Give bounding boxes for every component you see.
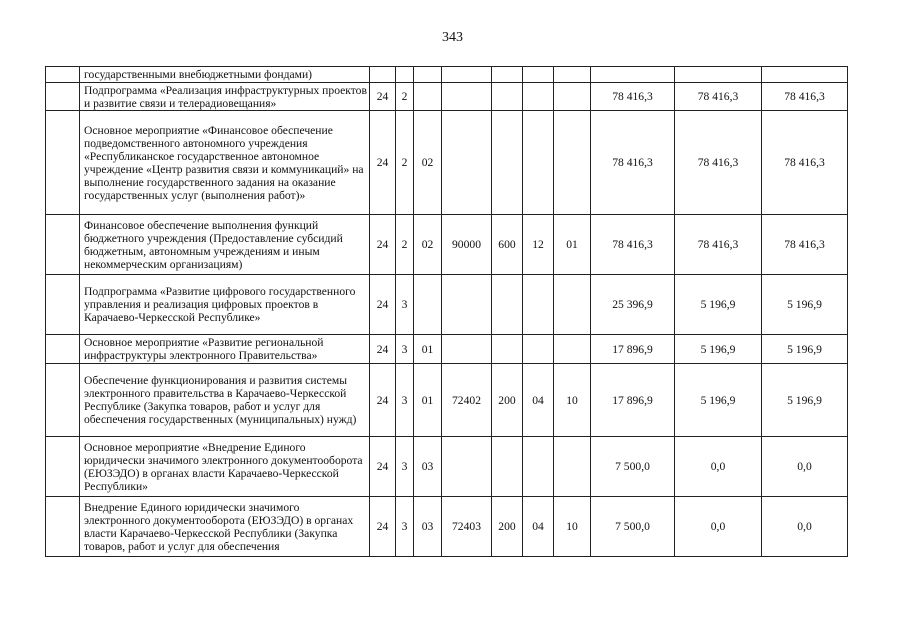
code-cell	[554, 67, 591, 83]
code-cell	[414, 67, 442, 83]
table-row	[46, 275, 848, 335]
code-cell: 3	[396, 497, 414, 557]
code-cell	[523, 67, 554, 83]
table-row	[46, 497, 848, 557]
code-cell: 24	[370, 335, 396, 364]
amount-cell: 17 896,9	[591, 335, 675, 364]
row-marker-cell	[46, 497, 80, 557]
amount-cell: 78 416,3	[675, 83, 762, 111]
amount-cell: 17 896,9	[591, 364, 675, 437]
code-cell: 04	[523, 364, 554, 437]
row-name: Внедрение Единого юридически значимого электронного документооборота (ЕЮЗЭДО) в органах власти Карачаево-Черкесской Республики (Закупка товаров, работ и услуг для обеспечения	[80, 497, 370, 557]
code-cell: 24	[370, 497, 396, 557]
row-marker-cell	[46, 67, 80, 83]
amount-cell	[675, 67, 762, 83]
code-cell: 3	[396, 275, 414, 335]
code-cell	[414, 275, 442, 335]
amount-cell	[762, 67, 848, 83]
amount-cell: 78 416,3	[675, 111, 762, 215]
code-cell: 24	[370, 437, 396, 497]
code-cell: 3	[396, 437, 414, 497]
row-marker-cell	[46, 275, 80, 335]
table-row	[46, 437, 848, 497]
code-cell: 2	[396, 215, 414, 275]
code-cell	[554, 437, 591, 497]
row-name: государственными внебюджетными фондами)	[80, 67, 370, 83]
amount-cell: 0,0	[762, 497, 848, 557]
code-cell	[442, 83, 492, 111]
code-cell	[492, 335, 523, 364]
row-marker-cell	[46, 83, 80, 111]
code-cell: 72402	[442, 364, 492, 437]
code-cell	[370, 67, 396, 83]
code-cell: 01	[414, 335, 442, 364]
code-cell	[554, 111, 591, 215]
amount-cell: 78 416,3	[675, 215, 762, 275]
code-cell	[442, 111, 492, 215]
code-cell	[523, 275, 554, 335]
amount-cell: 5 196,9	[675, 335, 762, 364]
code-cell	[554, 335, 591, 364]
code-cell: 03	[414, 497, 442, 557]
row-name: Основное мероприятие «Развитие региональной инфраструктуры электронного Правительства»	[80, 335, 370, 364]
code-cell: 24	[370, 275, 396, 335]
code-cell: 90000	[442, 215, 492, 275]
row-marker-cell	[46, 335, 80, 364]
code-cell	[442, 67, 492, 83]
amount-cell: 78 416,3	[591, 83, 675, 111]
code-cell: 02	[414, 111, 442, 215]
amount-cell: 5 196,9	[675, 364, 762, 437]
code-cell: 200	[492, 364, 523, 437]
code-cell	[414, 83, 442, 111]
code-cell	[523, 335, 554, 364]
code-cell	[523, 437, 554, 497]
amount-cell: 5 196,9	[675, 275, 762, 335]
amount-cell: 5 196,9	[762, 275, 848, 335]
amount-cell	[591, 67, 675, 83]
amount-cell: 5 196,9	[762, 335, 848, 364]
amount-cell: 5 196,9	[762, 364, 848, 437]
code-cell: 01	[554, 215, 591, 275]
code-cell: 03	[414, 437, 442, 497]
table-row	[46, 215, 848, 275]
code-cell	[442, 275, 492, 335]
code-cell	[492, 437, 523, 497]
table-row	[46, 83, 848, 111]
code-cell: 200	[492, 497, 523, 557]
code-cell: 12	[523, 215, 554, 275]
code-cell	[442, 437, 492, 497]
amount-cell: 25 396,9	[591, 275, 675, 335]
code-cell: 3	[396, 335, 414, 364]
code-cell: 3	[396, 364, 414, 437]
budget-table	[45, 66, 848, 557]
code-cell	[492, 111, 523, 215]
amount-cell: 7 500,0	[591, 437, 675, 497]
code-cell	[523, 111, 554, 215]
code-cell: 2	[396, 83, 414, 111]
amount-cell: 78 416,3	[762, 83, 848, 111]
code-cell: 2	[396, 111, 414, 215]
amount-cell: 78 416,3	[591, 215, 675, 275]
row-marker-cell	[46, 364, 80, 437]
amount-cell: 0,0	[762, 437, 848, 497]
row-name: Подпрограмма «Реализация инфраструктурных проектов и развитие связи и телерадиовещания»	[80, 83, 370, 111]
code-cell	[492, 275, 523, 335]
row-name: Подпрограмма «Развитие цифрового государственного управления и реализация цифровых проектов в Карачаево-Черкесской Республике»	[80, 275, 370, 335]
page-number: 343	[442, 30, 463, 45]
code-cell	[554, 83, 591, 111]
code-cell: 600	[492, 215, 523, 275]
amount-cell: 7 500,0	[591, 497, 675, 557]
code-cell: 24	[370, 364, 396, 437]
amount-cell: 0,0	[675, 497, 762, 557]
amount-cell: 78 416,3	[762, 111, 848, 215]
row-name: Финансовое обеспечение выполнения функций бюджетного учреждения (Предоставление субсидий бюджетным, автономным учреждениям и иным некоммерческим организациям)	[80, 215, 370, 275]
code-cell: 24	[370, 215, 396, 275]
table-row	[46, 364, 848, 437]
code-cell: 72403	[442, 497, 492, 557]
row-name: Основное мероприятие «Финансовое обеспечение подведомственного автономного учреждения «Республиканское государственное автономное учреждение «Центр развития связи и коммуникаций» на выполнение государственного задания на оказание государственных услуг (выполнения работ)»	[80, 111, 370, 215]
code-cell	[523, 83, 554, 111]
code-cell: 02	[414, 215, 442, 275]
row-marker-cell	[46, 437, 80, 497]
code-cell: 04	[523, 497, 554, 557]
table-row	[46, 111, 848, 215]
table-row	[46, 67, 848, 83]
row-name: Основное мероприятие «Внедрение Единого юридически значимого электронного документооборота (ЕЮЗЭДО) в органах власти Карачаево-Черкесской Республики»	[80, 437, 370, 497]
row-marker-cell	[46, 111, 80, 215]
table-row	[46, 335, 848, 364]
code-cell: 24	[370, 83, 396, 111]
row-name: Обеспечение функционирования и развития системы электронного правительства в Карачаево-Черкесской Республике (Закупка товаров, работ и услуг для обеспечения государственных (муниципальных) нужд)	[80, 364, 370, 437]
code-cell	[492, 67, 523, 83]
code-cell	[492, 83, 523, 111]
code-cell: 10	[554, 364, 591, 437]
amount-cell: 78 416,3	[762, 215, 848, 275]
code-cell	[442, 335, 492, 364]
code-cell: 24	[370, 111, 396, 215]
amount-cell: 0,0	[675, 437, 762, 497]
code-cell: 10	[554, 497, 591, 557]
code-cell: 01	[414, 364, 442, 437]
row-marker-cell	[46, 215, 80, 275]
amount-cell: 78 416,3	[591, 111, 675, 215]
code-cell	[396, 67, 414, 83]
code-cell	[554, 275, 591, 335]
